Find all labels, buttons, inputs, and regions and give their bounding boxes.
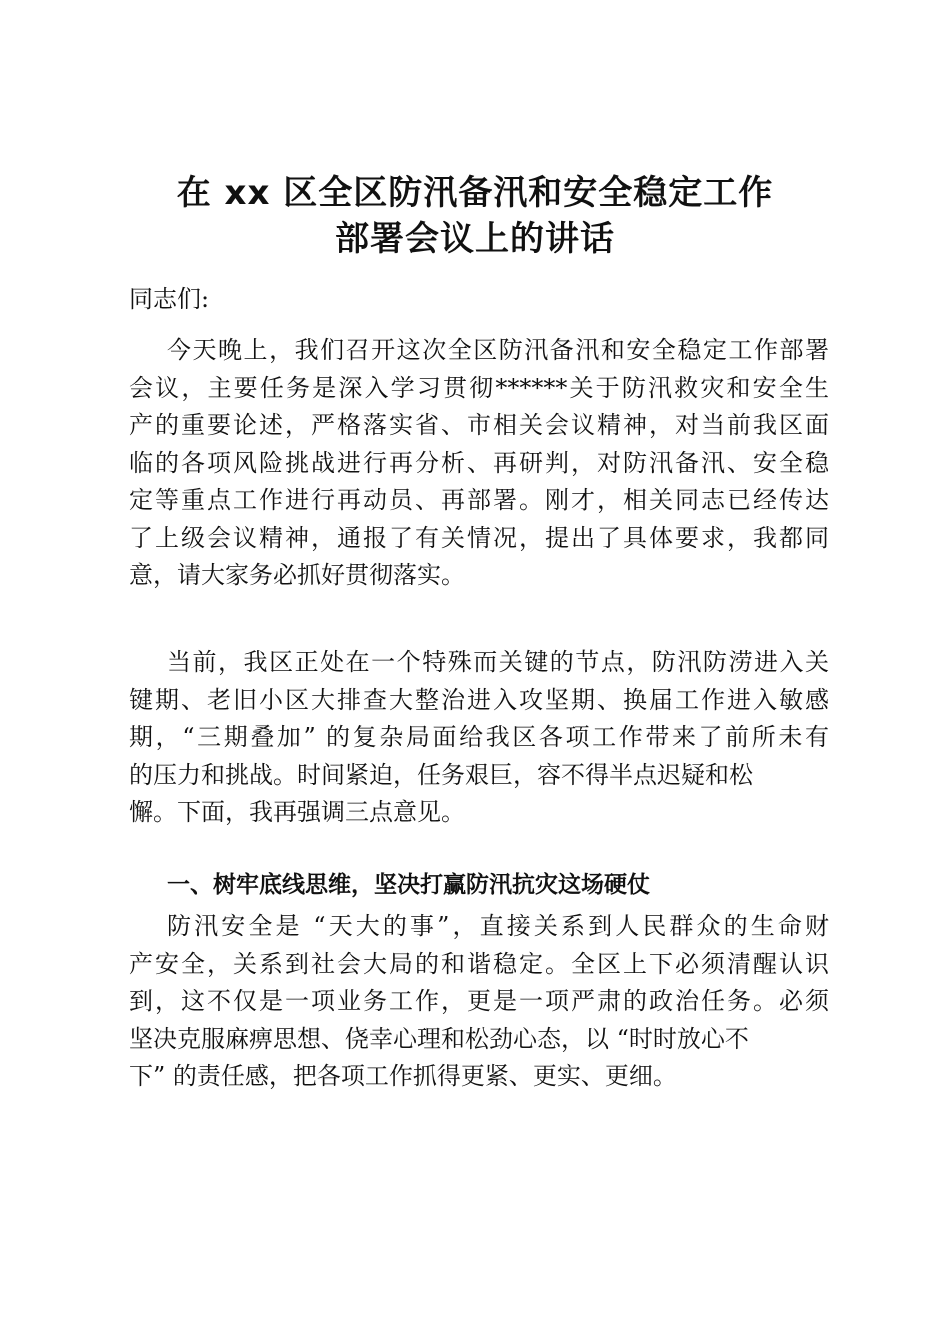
paragraph-line: 的压力和挑战。时间紧迫，任务艰巨，容不得半点迟疑和松 xyxy=(129,760,753,789)
paragraph-line: 懈。下面，我再强调三点意见。 xyxy=(129,798,465,826)
document-title-line-2: 部署会议上的讲话 xyxy=(335,219,615,259)
document-title-line-1: 在 xx 区全区防汛备汛和安全稳定工作 xyxy=(176,173,774,213)
paragraph-line: 产安全，关系到社会大局的和谐稳定。全区上下必须清醒认识 xyxy=(129,949,829,978)
paragraph-line: 定等重点工作进行再动员、再部署。刚才，相关同志已经传达 xyxy=(129,486,829,514)
section-heading-1: 一、树牢底线思维，坚决打赢防汛抗灾这场硬仗 xyxy=(167,872,650,898)
salutation: 同志们: xyxy=(129,285,210,313)
paragraph-line: 意，请大家务必抓好贯彻落实。 xyxy=(129,561,465,589)
paragraph-line: 临的各项风险挑战进行再分析、再研判，对防汛备汛、安全稳 xyxy=(129,448,829,477)
paragraph-line: 了上级会议精神，通报了有关情况，提出了具体要求，我都同 xyxy=(129,523,829,552)
paragraph-line: 产的重要论述，严格落实省、市相关会议精神，对当前我区面 xyxy=(129,411,829,439)
paragraph-situation xyxy=(129,644,829,832)
paragraph-line: 键期、老旧小区大排查大整治进入攻坚期、换届工作进入敏感 xyxy=(129,685,829,714)
paragraph-line: 会议，主要任务是深入学习贯彻******关于防汛救灾和安全生 xyxy=(129,373,829,402)
paragraph-line: 坚决克服麻痹思想、侥幸心理和松劲心态，以 “时时放心不 xyxy=(129,1024,749,1053)
paragraph-line: 到，这不仅是一项业务工作，更是一项严肃的政治任务。必须 xyxy=(129,987,829,1015)
paragraph-intro xyxy=(129,332,829,595)
paragraph-line: 当前，我区正处在一个特殊而关键的节点，防汛防涝进入关 xyxy=(167,648,829,676)
paragraph-line: 下” 的责任感，把各项工作抓得更紧、更实、更细。 xyxy=(129,1062,677,1090)
paragraph-line: 期，“三期叠加” 的复杂局面给我区各项工作带来了前所未有 xyxy=(129,723,829,751)
paragraph-flood-safety xyxy=(129,908,829,1096)
paragraph-line: 今天晚上，我们召开这次全区防汛备汛和安全稳定工作部署 xyxy=(167,336,829,364)
paragraph-line: 防汛安全是 “天大的事”，直接关系到人民群众的生命财 xyxy=(167,912,829,940)
